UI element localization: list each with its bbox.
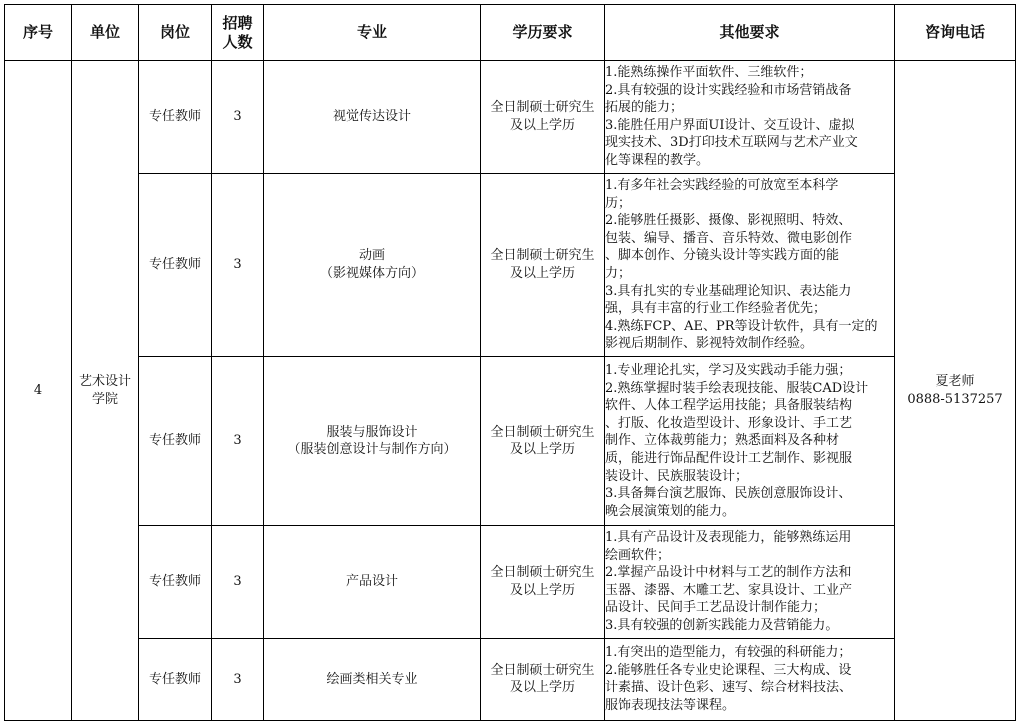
edu-line1: 全日制硕士研究生 <box>490 662 595 678</box>
requirement-line: 服饰表现技法等课程。 <box>605 697 736 713</box>
requirement-line: 计素描、设计色彩、速写、综合材料技法、 <box>605 680 853 696</box>
major-cell <box>264 526 481 639</box>
edu-line2: 及以上学历 <box>509 680 575 696</box>
header-count-line1: 招聘 <box>222 13 253 32</box>
edu-line1: 全日制硕士研究生 <box>490 565 595 581</box>
header-count <box>212 5 264 61</box>
requirement-line: 、打版、化妆造型设计、形象设计、手工艺 <box>605 415 853 431</box>
major-line2: （影视媒体方向） <box>319 265 424 281</box>
requirement-line: 玉器、漆器、木雕工艺、家具设计、工业产 <box>605 582 853 598</box>
requirement-line: 历； <box>605 195 632 211</box>
requirement-line: 3.具有较强的创新实践能力及营销能力。 <box>605 618 839 634</box>
education-cell <box>481 638 605 720</box>
table-row <box>5 61 1016 174</box>
major-line1: 绘画类相关专业 <box>326 671 418 687</box>
requirement-line: 3.能胜任用户界面UI设计、交互设计、虚拟 <box>605 117 855 133</box>
requirement-line: 拓展的能力； <box>605 100 684 116</box>
edu-line2: 及以上学历 <box>509 265 575 281</box>
contact-name: 夏老师 <box>935 373 975 389</box>
requirement-line: 4.熟练FCP、AE、PR等设计软件，具有一定的 <box>605 318 878 334</box>
requirement-line: 2.掌握产品设计中材料与工艺的制作方法和 <box>605 565 852 581</box>
major-line1: 产品设计 <box>345 574 398 590</box>
requirement-line: 软件、人体工程学运用技能；具备服装结构 <box>605 398 853 414</box>
recruitment-table <box>4 4 1016 721</box>
requirements-cell <box>605 173 895 357</box>
requirement-line: 2.具有较强的设计实践经验和市场营销战备 <box>605 82 852 98</box>
edu-line2: 及以上学历 <box>509 117 575 133</box>
major-cell <box>264 61 481 174</box>
major-line1: 视觉传达设计 <box>332 108 411 124</box>
requirement-line: 1.能熟练操作平面软件、三维软件； <box>605 64 813 80</box>
unit-cell <box>72 61 139 721</box>
contact-phone: 0888-5137257 <box>907 391 1003 407</box>
requirement-line: 1.有多年社会实践经验的可放宽至本科学 <box>605 177 839 193</box>
position-cell: 专任教师 <box>139 526 212 639</box>
requirement-line: 化等课程的教学。 <box>605 152 710 168</box>
header-education: 学历要求 <box>481 5 605 61</box>
header-unit: 单位 <box>72 5 139 61</box>
requirements-cell <box>605 61 895 174</box>
position-cell: 专任教师 <box>139 61 212 174</box>
requirement-line: 2.能够胜任摄影、摄像、影视照明、特效、 <box>605 213 852 229</box>
requirement-line: 2.能够胜任各专业史论课程、三大构成、设 <box>605 662 852 678</box>
major-line1: 动画 <box>358 248 385 264</box>
requirement-line: 2.熟练掌握时装手绘表现技能、服装CAD设计 <box>605 380 869 396</box>
requirement-line: 强，具有丰富的行业工作经验者优先； <box>605 301 827 317</box>
major-cell <box>264 638 481 720</box>
edu-line2: 及以上学历 <box>509 442 575 458</box>
count-cell: 3 <box>212 173 264 357</box>
major-cell <box>264 357 481 526</box>
contact-cell <box>895 61 1016 721</box>
table-row <box>5 357 1016 526</box>
requirement-line: 绘画软件； <box>605 547 671 563</box>
requirement-line: 影视后期制作、影视特效制作经验。 <box>605 336 814 352</box>
position-cell: 专任教师 <box>139 357 212 526</box>
major-cell <box>264 173 481 357</box>
count-cell: 3 <box>212 61 264 174</box>
requirement-line: 3.具有扎实的专业基础理论知识、表达能力 <box>605 283 852 299</box>
header-seq: 序号 <box>5 5 72 61</box>
count-cell: 3 <box>212 526 264 639</box>
header-other: 其他要求 <box>605 5 895 61</box>
education-cell <box>481 173 605 357</box>
major-line1: 服装与服饰设计 <box>326 424 418 440</box>
education-cell <box>481 357 605 526</box>
header-phone: 咨询电话 <box>895 5 1016 61</box>
requirement-line: 1.有突出的造型能力，有较强的科研能力； <box>605 645 852 661</box>
count-cell: 3 <box>212 357 264 526</box>
requirement-line: 1.具有产品设计及表现能力，能够熟练运用 <box>605 530 852 546</box>
requirements-cell <box>605 357 895 526</box>
education-cell <box>481 61 605 174</box>
requirement-line: 制作、立体裁剪能力；熟悉面料及各种材 <box>605 433 840 449</box>
requirement-line: 1.专业理论扎实，学习及实践动手能力强； <box>605 363 852 379</box>
requirement-line: 包装、编导、播音、音乐特效、微电影创作 <box>605 230 853 246</box>
unit-line2: 学院 <box>91 391 118 407</box>
requirement-line: 3.具备舞台演艺服饰、民族创意服饰设计、 <box>605 486 852 502</box>
requirements-cell <box>605 526 895 639</box>
position-cell: 专任教师 <box>139 638 212 720</box>
requirements-cell <box>605 638 895 720</box>
requirement-line: 、脚本创作、分镜头设计等实践方面的能 <box>605 248 840 264</box>
table-row <box>5 526 1016 639</box>
header-major: 专业 <box>264 5 481 61</box>
requirement-line: 质，能进行饰品配件设计工艺制作、影视服 <box>605 451 853 466</box>
table-row <box>5 173 1016 357</box>
requirement-line: 装设计、民族服装设计； <box>605 468 749 484</box>
edu-line1: 全日制硕士研究生 <box>490 248 595 264</box>
seq-cell: 4 <box>5 61 72 721</box>
edu-line1: 全日制硕士研究生 <box>490 100 595 116</box>
unit-line1: 艺术设计 <box>78 373 131 389</box>
requirement-line: 力； <box>605 265 632 281</box>
education-cell <box>481 526 605 639</box>
header-count-line2: 人数 <box>222 32 253 51</box>
position-cell: 专任教师 <box>139 173 212 357</box>
count-cell: 3 <box>212 638 264 720</box>
header-row <box>5 5 1016 61</box>
requirement-line: 现实技术、3D打印技术互联网与艺术产业文 <box>605 135 858 151</box>
edu-line1: 全日制硕士研究生 <box>490 424 595 440</box>
table-row <box>5 638 1016 720</box>
edu-line2: 及以上学历 <box>509 582 575 598</box>
requirement-line: 品设计、民间手工艺品设计制作能力； <box>605 600 827 616</box>
header-position: 岗位 <box>139 5 212 61</box>
requirement-line: 晚会展演策划的能力。 <box>605 503 736 519</box>
major-line2: （服装创意设计与制作方向） <box>287 442 457 458</box>
